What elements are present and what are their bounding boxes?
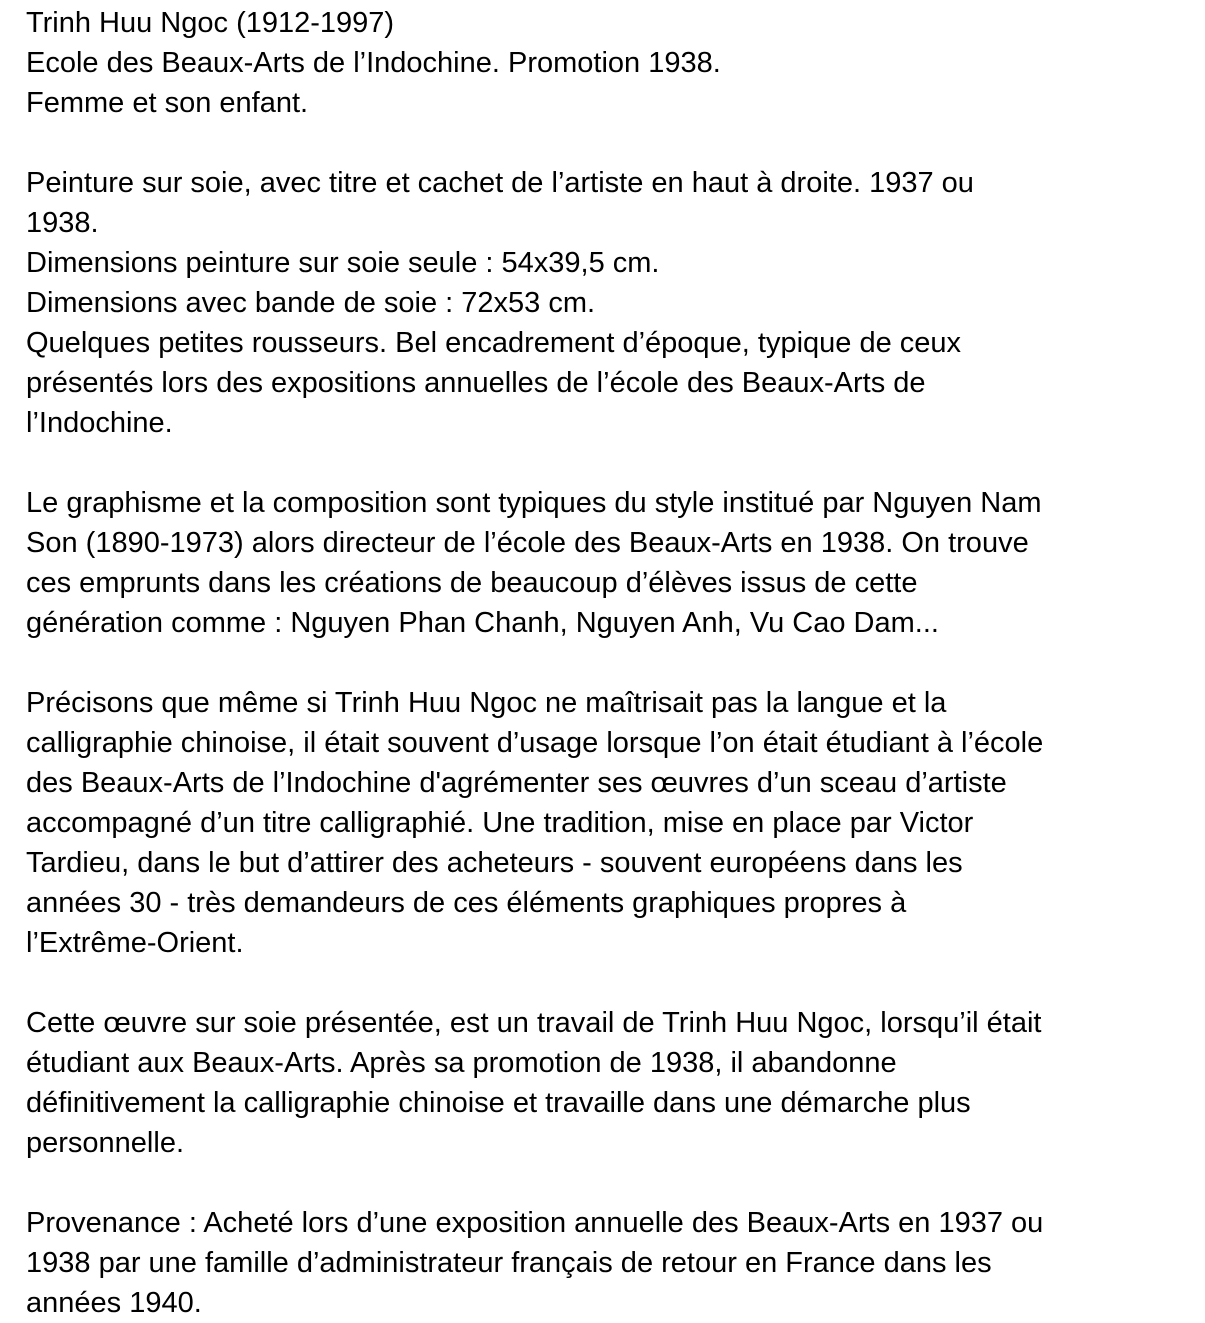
text-line: accompagné d’un titre calligraphié. Une tradition, mise en place par Victor — [26, 807, 974, 839]
dimensions-painting: Dimensions peinture sur soie seule : 54x39,5 cm. — [26, 247, 660, 279]
header-block — [26, 3, 1183, 123]
artist-name: Trinh Huu Ngoc (1912-1997) — [26, 7, 395, 39]
style-paragraph — [26, 483, 1183, 643]
text-line: années 30 - très demandeurs de ces éléments graphiques propres à — [26, 887, 907, 919]
text-line: Le graphisme et la composition sont typiques du style institué par Nguyen Nam — [26, 487, 1042, 519]
condition-text: présentés lors des expositions annuelles de l’école des Beaux-Arts de — [26, 367, 926, 399]
text-line: l’Extrême-Orient. — [26, 927, 244, 959]
text-line: définitivement la calligraphie chinoise et travaille dans une démarche plus — [26, 1087, 971, 1119]
dimensions-band: Dimensions avec bande de soie : 72x53 cm. — [26, 287, 596, 319]
school-promotion: Ecole des Beaux-Arts de l’Indochine. Promotion 1938. — [26, 47, 721, 79]
text-line: Cette œuvre sur soie présentée, est un travail de Trinh Huu Ngoc, lorsqu’il était — [26, 1007, 1042, 1039]
text-line: génération comme : Nguyen Phan Chanh, Nguyen Anh, Vu Cao Dam... — [26, 607, 939, 639]
text-line: Précisons que même si Trinh Huu Ngoc ne maîtrisait pas la langue et la — [26, 687, 947, 719]
text-line: calligraphie chinoise, il était souvent d’usage lorsque l’on était étudiant à l’école — [26, 727, 1044, 759]
text-line: personnelle. — [26, 1127, 184, 1159]
text-line: Tardieu, dans le but d’attirer des acheteurs - souvent européens dans les — [26, 847, 963, 879]
text-line: étudiant aux Beaux-Arts. Après sa promotion de 1938, il abandonne — [26, 1047, 897, 1079]
document-body — [26, 3, 1183, 1323]
text-line: Son (1890-1973) alors directeur de l’école des Beaux-Arts en 1938. On trouve — [26, 527, 1029, 559]
calligraphy-paragraph — [26, 683, 1183, 963]
condition-text: l’Indochine. — [26, 407, 173, 439]
text-line: 1938 par une famille d’administrateur français de retour en France dans les — [26, 1247, 992, 1279]
technique-text: 1938. — [26, 207, 99, 239]
text-line: des Beaux-Arts de l’Indochine d'agrémenter ses œuvres d’un sceau d’artiste — [26, 767, 1007, 799]
text-line: Provenance : Acheté lors d’une exposition annuelle des Beaux-Arts en 1937 ou — [26, 1207, 1044, 1239]
provenance-paragraph — [26, 1203, 1183, 1323]
condition-text: Quelques petites rousseurs. Bel encadrement d’époque, typique de ceux — [26, 327, 962, 359]
text-line: ces emprunts dans les créations de beaucoup d’élèves issus de cette — [26, 567, 918, 599]
details-block — [26, 163, 1183, 443]
artwork-title: Femme et son enfant. — [26, 87, 309, 119]
text-line: années 1940. — [26, 1287, 202, 1319]
work-paragraph — [26, 1003, 1183, 1163]
technique-text: Peinture sur soie, avec titre et cachet de l’artiste en haut à droite. 1937 ou — [26, 167, 974, 199]
